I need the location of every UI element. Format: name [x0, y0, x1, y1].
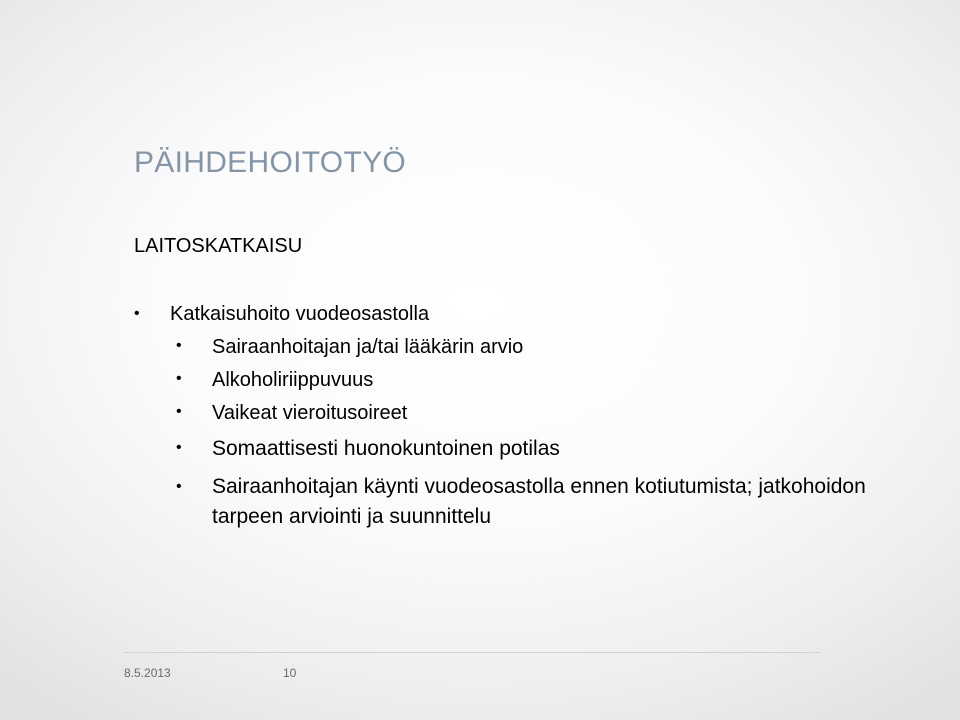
bullet-item-sub — [134, 434, 914, 472]
bullet-text: Katkaisuhoito vuodeosastolla — [170, 303, 430, 325]
slide-subtitle: LAITOSKATKAISU — [134, 235, 303, 257]
bullet-list — [134, 299, 914, 532]
bullet-text: Somaattisesti huonokuntoinen potilas — [212, 437, 560, 460]
bullet-text: Sairaanhoitajan käynti vuodeosastolla ennen kotiutumista; jatkohoidon tarpeen arviointi ja suunnittelu — [212, 475, 866, 528]
bullet-dot: • — [176, 478, 182, 495]
bullet-dot: • — [176, 439, 182, 456]
bullet-item-sub — [134, 472, 914, 532]
bullet-item-sub — [134, 368, 914, 401]
bullet-text: Vaikeat vieroitusoireet — [212, 402, 408, 424]
bullet-item-sub — [134, 335, 914, 368]
bullet-item-main — [134, 299, 914, 335]
footer-page-number: 10 — [283, 666, 297, 680]
bullet-dot: • — [176, 370, 182, 387]
bullet-dot: • — [176, 337, 182, 354]
bullet-dot: • — [134, 305, 140, 322]
bullet-text: Alkoholiriippuvuus — [212, 369, 374, 391]
bullet-dot: • — [176, 403, 182, 420]
footer-date: 8.5.2013 — [124, 666, 171, 680]
bullet-text: Sairaanhoitajan ja/tai lääkärin arvio — [212, 336, 524, 358]
slide-title: PÄIHDEHOITOTYÖ — [134, 146, 407, 179]
bullet-item-sub — [134, 401, 914, 434]
footer-divider — [124, 652, 820, 653]
